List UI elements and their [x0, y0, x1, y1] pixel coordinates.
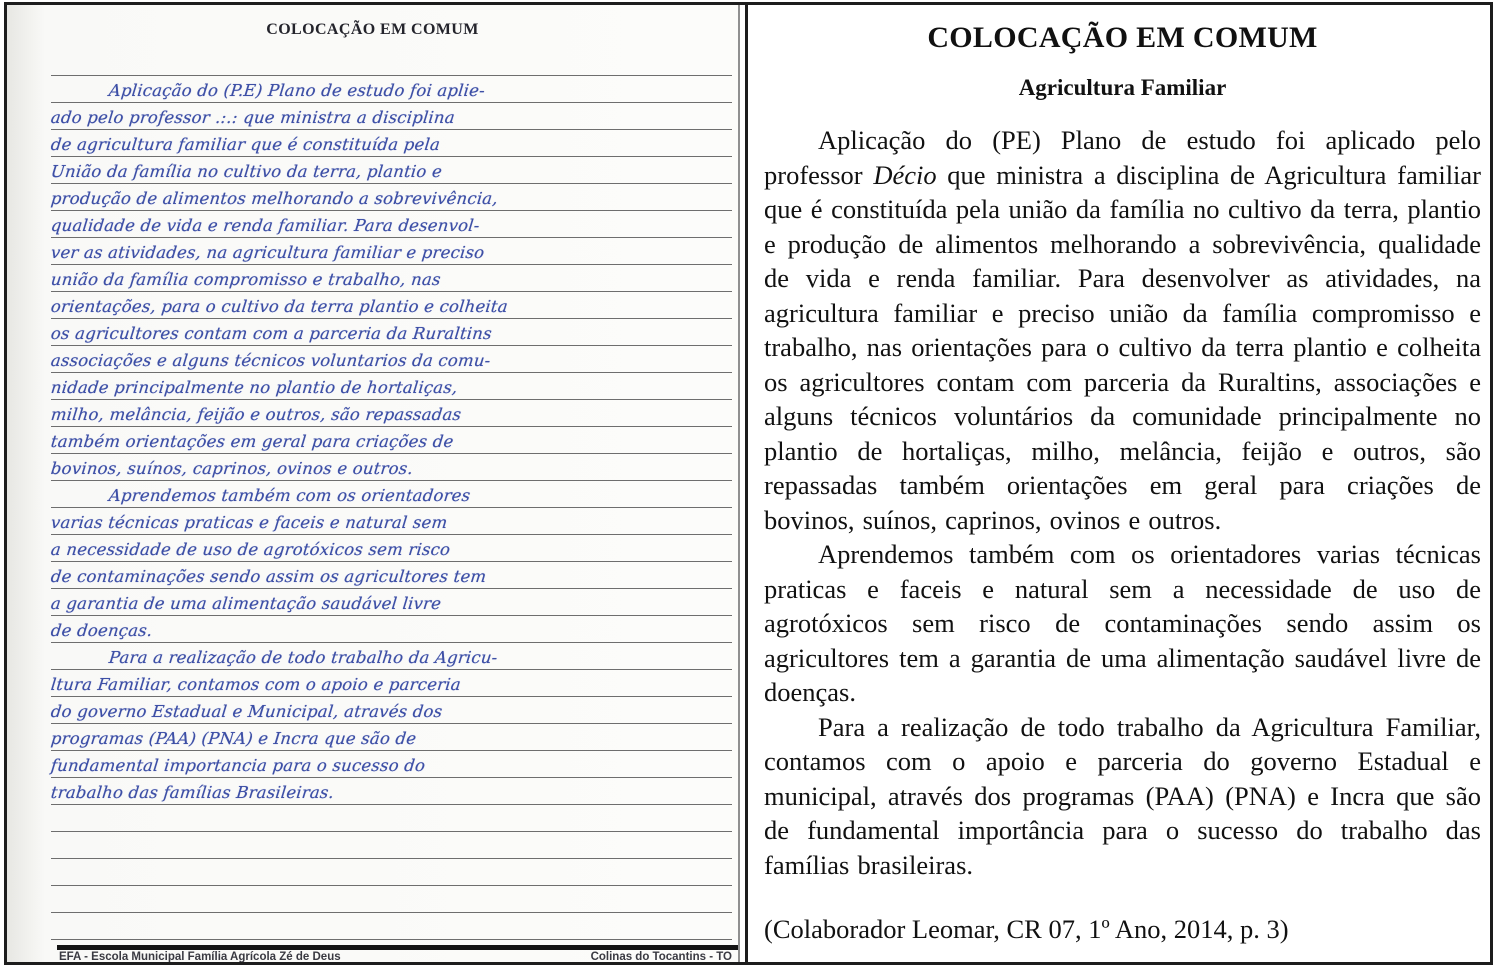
handwriting-text: de doenças.: [50, 621, 154, 640]
handwriting-line: [51, 778, 732, 805]
ruled-line-blank: [51, 859, 732, 886]
handwriting-line: [51, 319, 732, 346]
handwriting-line: [51, 238, 732, 265]
document: [4, 2, 1493, 965]
handwriting-line: [51, 265, 732, 292]
handwriting-text: fundamental importancia para o sucesso do: [50, 756, 427, 775]
handwriting-text: a garantia de uma alimentação saudável livre: [50, 594, 443, 613]
transcription-subtitle: Agricultura Familiar: [1018, 75, 1227, 100]
ruled-line-blank: [51, 832, 732, 859]
handwriting-line: [51, 76, 732, 103]
transcription-title: COLOCAÇÃO EM COMUM: [927, 21, 1318, 54]
handwriting-text: bovinos, suínos, caprinos, ovinos e outros.: [50, 459, 414, 478]
ruled-line-blank: [51, 913, 732, 940]
handwriting-text: varias técnicas praticas e faceis e natural sem: [50, 513, 449, 532]
paragraph-1-post: que ministra a disciplina de Agricultura familiar que é constituída pela união da família no cultivo da terra, plantio e produção de alimentos melhorando a sobrevivência, qualidade de vida e renda familiar. Para desenvolver as atividades, na agricultura familiar e preciso união da família compromisso e trabalho, nas orientações para o cultivo da terra plantio e colheita os agricultores contam com parceria da Ruraltins, associações e alguns técnicos voluntários da comunidade principalmente no plantio de hortaliças, milho, melância, feijão e outros, são repassadas também orientações em geral para criações de bovinos, suínos, caprinos, ovinos e outros.: [764, 159, 1481, 535]
handwriting-text: também orientações em geral para criações de: [50, 432, 455, 451]
handwriting-text: ltura Familiar, contamos com o apoio e parceria: [50, 675, 462, 694]
handwriting-line: [51, 157, 732, 184]
handwriting-text: a necessidade de uso de agrotóxicos sem risco: [50, 540, 452, 559]
handwriting-text: união da família compromisso e trabalho, nas: [50, 270, 442, 289]
paragraph-3: Para a realização de todo trabalho da Agricultura Familiar, contamos com o apoio e parceria do governo Estadual e municipal, através dos programas (PAA) (PNA) e Incra que são de fundamental importância para o sucesso do trabalho das famílias brasileiras.: [764, 711, 1481, 880]
handwriting-line: [51, 589, 732, 616]
handwriting-text: Aprendemos também com os orientadores: [108, 486, 472, 505]
handwritten-page: [7, 5, 740, 962]
handwriting-line: [51, 616, 732, 643]
handwriting-line: [51, 454, 732, 481]
handwriting-text: de contaminações sendo assim os agricultores tem: [50, 567, 488, 586]
page-footer: [7, 950, 738, 962]
transcription-page: [748, 5, 1490, 962]
handwriting-text: Para a realização de todo trabalho da Agricu-: [108, 648, 499, 667]
handwriting-text: trabalho das famílias Brasileiras.: [50, 783, 336, 802]
handwriting-line: [51, 697, 732, 724]
handwriting-line: [51, 346, 732, 373]
handwriting-text: ver as atividades, na agricultura familiar e preciso: [50, 243, 486, 262]
handwriting-text: milho, melância, feijão e outros, são repassadas: [50, 405, 463, 424]
handwriting-line: [51, 373, 732, 400]
ruled-line-blank: [51, 805, 732, 832]
handwritten-page-header: [7, 5, 738, 75]
ruled-writing-area: [51, 75, 732, 940]
handwriting-line: [51, 427, 732, 454]
ruled-line-blank: [51, 886, 732, 913]
handwriting-text: programas (PAA) (PNA) e Incra que são de: [50, 729, 418, 748]
paragraph-2: Aprendemos também com os orientadores varias técnicas praticas e faceis e natural sem a necessidade de uso de agrotóxicos sem risco de contaminações sendo assim os agricultores tem a garantia de uma alimentação saudável livre de doenças.: [764, 539, 1481, 707]
handwriting-text: os agricultores contam com a parceria da Ruraltins: [50, 324, 493, 343]
handwriting-text: produção de alimentos melhorando a sobrevivência,: [50, 189, 499, 208]
handwriting-line: [51, 751, 732, 778]
handwriting-line: [51, 535, 732, 562]
handwriting-text: de agricultura familiar que é constituída pela: [50, 135, 442, 154]
handwriting-text: qualidade de vida e renda familiar. Para desenvol-: [50, 216, 481, 235]
handwriting-line: [51, 400, 732, 427]
paragraph-1-pre: Aplicação do (PE) Plano de estudo foi aplicado pelo professor: [764, 125, 1481, 190]
handwriting-line: [51, 562, 732, 589]
handwriting-text: do governo Estadual e Municipal, através dos: [50, 702, 444, 721]
handwriting-line: [51, 643, 732, 670]
handwriting-text: União da família no cultivo da terra, plantio e: [50, 162, 444, 181]
handwriting-text: ado pelo professor .:.: que ministra a disciplina: [50, 108, 456, 127]
citation: (Colaborador Leomar, CR 07, 1º Ano, 2014, p. 3): [764, 914, 1289, 944]
footer-location: Colinas do Tocantins - TO: [590, 951, 732, 962]
handwriting-text: associações e alguns técnicos voluntarios da comu-: [50, 351, 492, 370]
handwriting-line: [51, 211, 732, 238]
professor-name-italic: Décio: [873, 159, 937, 190]
handwriting-line: [51, 508, 732, 535]
handwriting-line: [51, 103, 732, 130]
paragraph-1: [764, 123, 1481, 537]
handwriting-line: [51, 130, 732, 157]
handwriting-line: [51, 481, 732, 508]
handwriting-text: Aplicação do (P.E) Plano de estudo foi aplie-: [108, 81, 486, 100]
handwriting-line: [51, 292, 732, 319]
page-title: COLOCAÇÃO EM COMUM: [266, 21, 479, 38]
handwriting-text: orientações, para o cultivo da terra plantio e colheita: [50, 297, 509, 316]
handwriting-line: [51, 724, 732, 751]
handwriting-line: [51, 670, 732, 697]
handwriting-text: nidade principalmente no plantio de hortaliças,: [50, 378, 459, 397]
handwriting-line: [51, 184, 732, 211]
footer-school-name: EFA - Escola Municipal Família Agrícola Zé de Deus: [59, 951, 341, 962]
